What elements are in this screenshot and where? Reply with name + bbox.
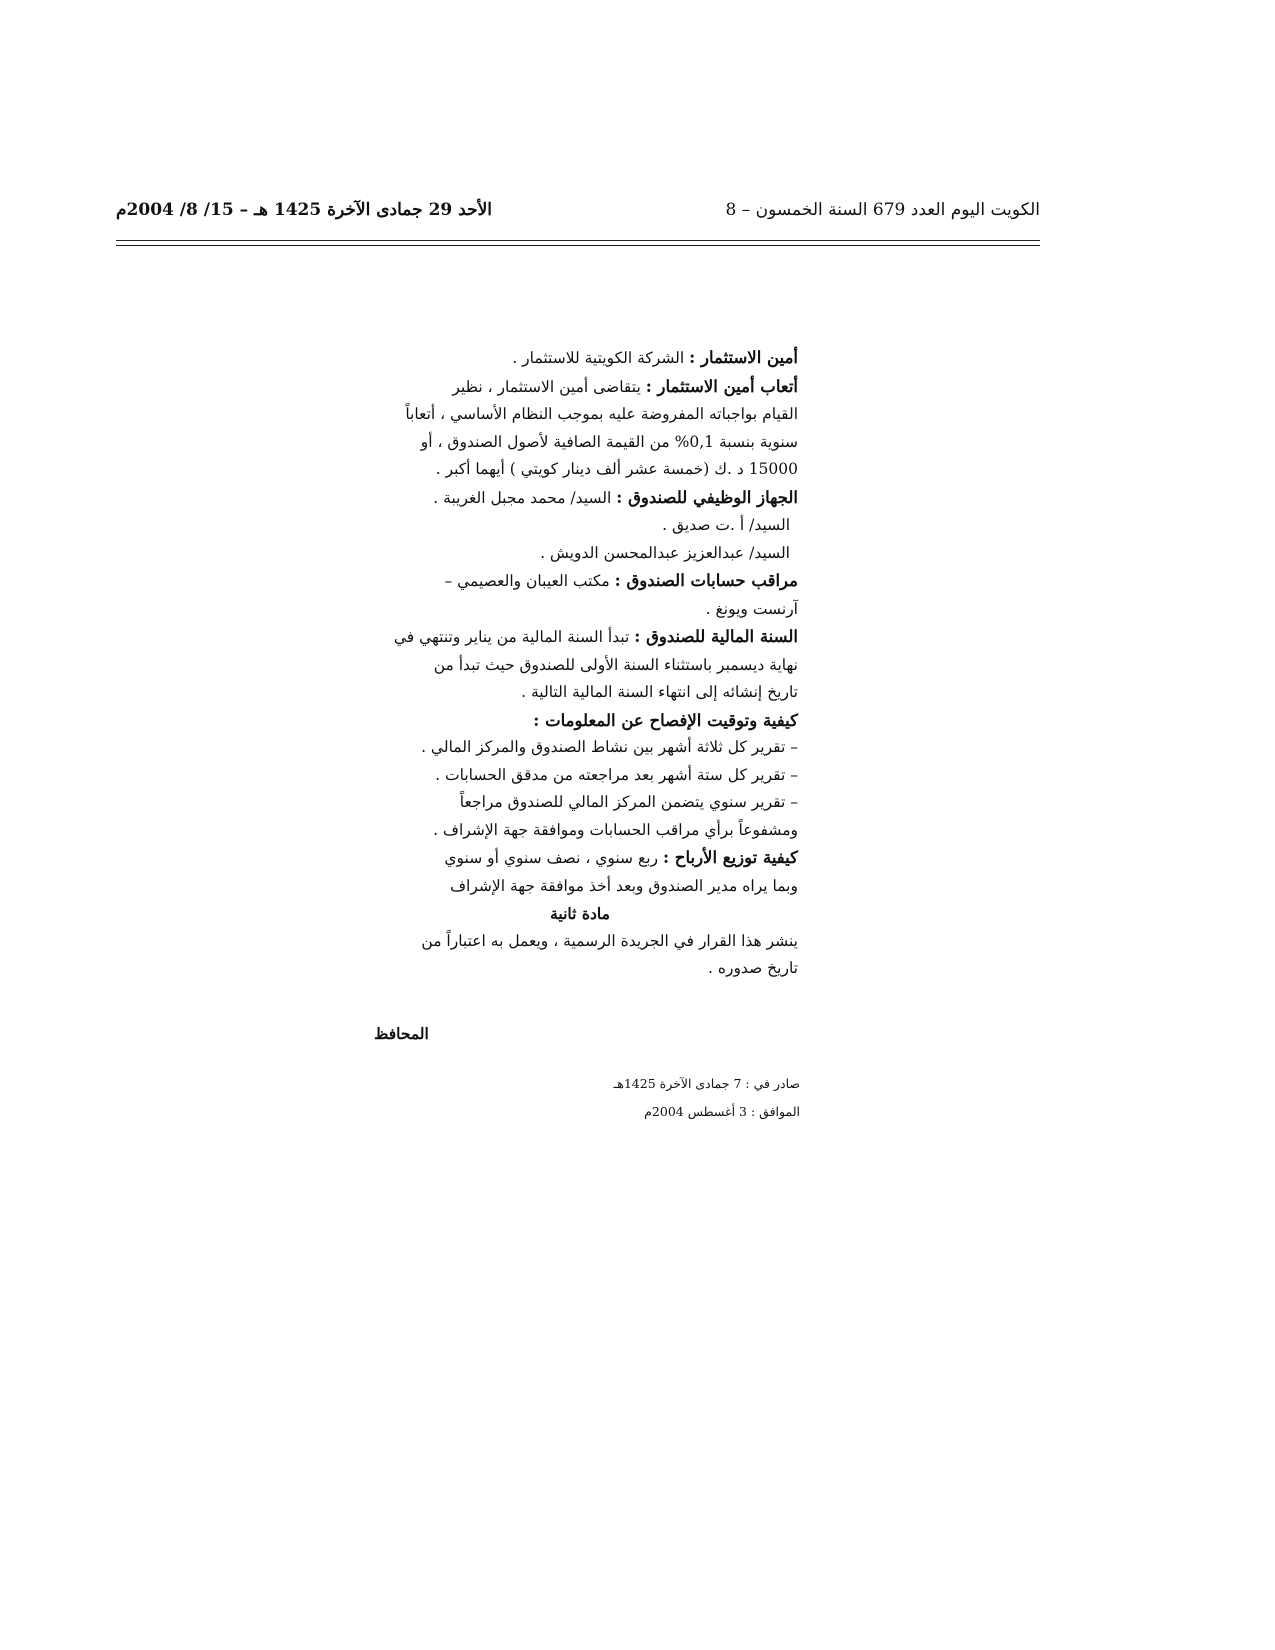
signature-title: المحافظ — [374, 1024, 429, 1043]
fiscal-year-line-1 — [362, 623, 798, 652]
issue-date-hijri: صادر في : 7 جمادى الآخرة 1425هـ — [613, 1076, 800, 1091]
header-rule-top — [116, 240, 1040, 241]
trustee-fees-line-3: سنوية بنسبة 0,1% من القيمة الصافية لأصول الصندوق ، أو — [420, 432, 798, 451]
trustee-fees-line-4: 15000 د .ك (خمسة عشر ألف دينار كويتي ) أيهما أكبر . — [435, 460, 798, 478]
trustee-fees-label: أتعاب أمين الاستثمار : — [645, 376, 798, 396]
staff-text-1: السيد/ محمد مجبل الغريبة . — [433, 488, 612, 507]
disclosure-item-2: – تقرير كل ستة أشهر بعد مراجعته من مدقق الحسابات . — [435, 765, 798, 784]
document-body — [362, 344, 798, 983]
trustee-fees-text-1: يتقاضى أمين الاستثمار ، نظير — [452, 377, 641, 396]
disclosure-item-1: – تقرير كل ثلاثة أشهر بين نشاط الصندوق والمركز المالي . — [421, 738, 798, 756]
profit-line-1 — [362, 844, 798, 873]
auditor-line-1 — [362, 567, 798, 596]
profit-line-2: وبما يراه مدير الصندوق وبعد أخذ موافقة جهة الإشراف — [449, 876, 798, 895]
issue-date-block — [590, 1070, 800, 1126]
fiscal-year-line-2: نهاية ديسمبر باستثناء السنة الأولى للصندوق حيث تبدأ من — [433, 655, 798, 674]
trustee-fees-line-1 — [362, 373, 798, 402]
disclosure-heading: كيفية وتوقيت الإفصاح عن المعلومات : — [533, 710, 798, 730]
article-2-line-1: ينشر هذا القرار في الجريدة الرسمية ، ويعمل به اعتباراً من — [421, 931, 798, 950]
trustee-label: أمين الاستثمار : — [689, 348, 798, 367]
staff-line-2: السيد/ أ .ت صديق . — [662, 516, 790, 534]
auditor-label: مراقب حسابات الصندوق : — [614, 571, 798, 590]
profit-text-1: ربع سنوي ، نصف سنوي أو سنوي — [444, 849, 659, 867]
fiscal-year-text-1: تبدأ السنة المالية من يناير وتنتهي في — [393, 628, 630, 646]
trustee-fees-line-2: القيام بواجباته المفروضة عليه بموجب النظام الأساسي ، أتعاباً — [405, 405, 798, 423]
issue-date-gregorian: الموافق : 3 أغسطس 2004م — [644, 1104, 800, 1119]
article-2-line-2: تاريخ صدوره . — [707, 959, 798, 977]
disclosure-item-3-cont: ومشفوعاً برأي مراقب الحسابات وموافقة جهة الإشراف . — [433, 820, 798, 839]
auditor-text-1: مكتب العيبان والعصيمي – — [444, 572, 610, 590]
page-header — [116, 198, 1040, 234]
fiscal-year-line-3: تاريخ إنشائه إلى انتهاء السنة المالية التالية . — [521, 683, 798, 701]
header-publication-info: الكويت اليوم العدد 679 السنة الخمسون – 8 — [725, 200, 1040, 220]
trustee-line — [362, 344, 798, 373]
fiscal-year-label: السنة المالية للصندوق : — [634, 627, 798, 646]
profit-label: كيفية توزيع الأرباح : — [662, 848, 798, 867]
auditor-line-2: آرنست ويونغ . — [705, 599, 798, 618]
trustee-text: الشركة الكويتية للاستثمار . — [512, 349, 685, 367]
disclosure-item-3: – تقرير سنوي يتضمن المركز المالي للصندوق مراجعاً — [459, 793, 798, 811]
header-date: الأحد 29 جمادى الآخرة 1425 هـ – 15/ 8/ 2004م — [116, 200, 493, 220]
header-rule-bottom — [116, 245, 1040, 246]
article-2-title: مادة ثانية — [550, 904, 610, 923]
staff-line-1 — [362, 484, 798, 513]
staff-label: الجهاز الوظيفي للصندوق : — [616, 487, 798, 507]
staff-line-3: السيد/ عبدالعزيز عبدالمحسن الدويش . — [540, 543, 790, 562]
